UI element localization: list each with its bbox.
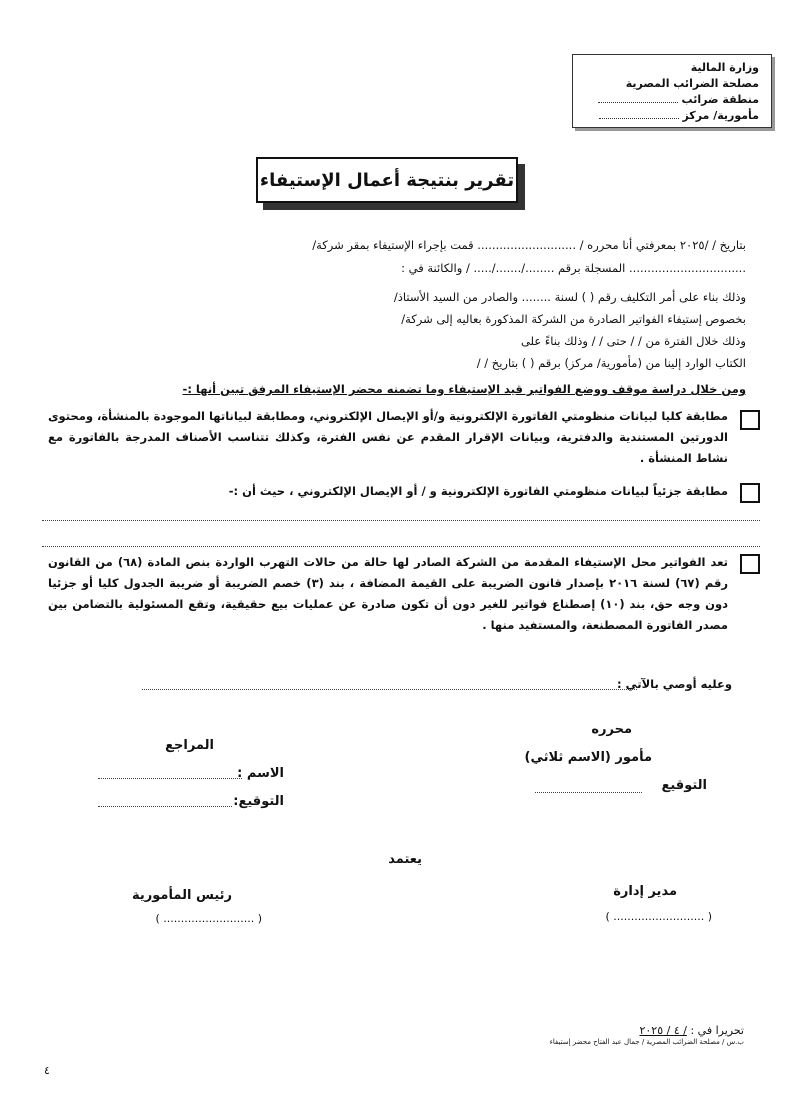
option-evasion-text: تعد الفواتير محل الإستيفاء المقدمة من الشركة الصادر لها حالة من حالات التهرب الواردة بنص المادة (٦٨) من القانون رقم (٦٧) لسنة ٢٠١٦ بإصدار قانون الضريبة على القيمة المضافة ، بند (٣) خصم الضريبة أو ضريبة الجدول كليا أو جزئيا دون وجه حق، بند (١٠) إصطناع فواتير للغير دون أن تكون صادرة عن عمليات بيع حقيقية، وتقع المسئولية بالتضامن بين مصدر الفاتورة المصطنعة، والمستفيد منها .: [48, 555, 729, 632]
header-box: [572, 54, 772, 128]
option-partial-match-checkbox[interactable]: [740, 483, 760, 503]
partial-notes-line-1[interactable]: [42, 520, 760, 521]
body-line-3: وذلك بناء على أمر التكليف رقم ( ) لسنة ........ والصادر من السيد الأستاذ/: [393, 290, 746, 304]
reviewer-title: المراجع: [165, 738, 214, 753]
reviewer-sign-line[interactable]: [98, 806, 232, 807]
chief-sign-field[interactable]: ( .......................... ): [155, 912, 262, 925]
reviewer-name-line[interactable]: [98, 778, 242, 779]
author-sign-label: التوقيع: [661, 778, 707, 793]
option-full-match-checkbox[interactable]: [740, 410, 760, 430]
body-line-4: بخصوص إستيفاء الفواتير الصادرة من الشركة المذكورة بعاليه إلى شركة/: [401, 312, 746, 326]
body-line-6: الكتاب الوارد إلينا من (مأمورية/ مركز) برقم ( ) بتاريخ / /: [476, 356, 746, 370]
footer-reference: ب.س / مصلحة الضرائب المصرية / جمال عبد الفتاح محضر إستيفاء: [549, 1038, 744, 1046]
chief-title: رئيس المأمورية: [132, 888, 232, 903]
option-full-match-text: مطابقة كليا لبيانات منظومتي الفاتورة الإلكترونية و/أو الإيصال الإلكتروني، ومطابقة لبياناتها الموجودة بالمنشأة، ومحتوى الدورتين المستندية والدفترية، وبيانات الإقرار المقدم عن نفس الفترة، وكذلك تتناسب الأصناف المدرجة بالفاتورة مع نشاط المنشأة .: [48, 409, 728, 465]
recommend-label: وعليه أوصي بالآتي :: [617, 677, 732, 691]
authority-name: مصلحة الضرائب المصرية: [625, 77, 759, 90]
author-title: محرره: [591, 722, 632, 737]
ministry-name: وزارة المالية: [690, 61, 759, 74]
body-line-2: ................................ المسجلة برقم ......../......./..... / والكائنة في :: [401, 261, 746, 275]
page-title: تقرير بنتيجة أعمال الإستيفاء: [256, 157, 518, 203]
option-partial-match-text: مطابقة جزئياً لبيانات منظومتي الفاتورة الإلكترونية و / أو الإيصال الإلكتروني ، حيث أن :-: [228, 484, 728, 498]
manager-title: مدير إدارة: [613, 884, 677, 899]
page-number: ٤: [44, 1064, 50, 1077]
office-label: مأمورية/ مركز: [599, 109, 759, 122]
manager-sign-field[interactable]: ( .......................... ): [605, 910, 712, 923]
author-sign-line[interactable]: [535, 792, 642, 793]
body-line-1: بتاريخ / /٢٠٢٥ بمعرفتي أنا محرره / ........................... قمت بإجراء الإستيفاء بمقر شركة/: [312, 238, 746, 252]
option-evasion-checkbox[interactable]: [740, 554, 760, 574]
partial-notes-line-2[interactable]: [42, 546, 760, 547]
recommend-line[interactable]: [142, 689, 637, 690]
approval-label: يعتمد: [388, 852, 422, 867]
findings-intro: ومن خلال دراسة موقف ووضع الفواتير قيد الإستيفاء وما تضمنه محضر الإستيفاء المرفق تبين أنها :-: [182, 382, 746, 396]
region-label: منطقة ضرائب: [598, 93, 759, 106]
body-line-5: وذلك خلال الفترة من / / حتى / / وذلك بناءً على: [520, 334, 746, 348]
reviewer-name-label: الاسم :: [237, 766, 284, 781]
reviewer-sign-label: التوقيع:: [233, 794, 284, 809]
author-role: مأمور (الاسم ثلاثي): [524, 750, 652, 765]
issue-date-value: / ٤ / ٢٠٢٥: [639, 1024, 687, 1037]
issue-date: [639, 1024, 744, 1037]
issue-date-label: تحريرا في :: [690, 1024, 744, 1037]
